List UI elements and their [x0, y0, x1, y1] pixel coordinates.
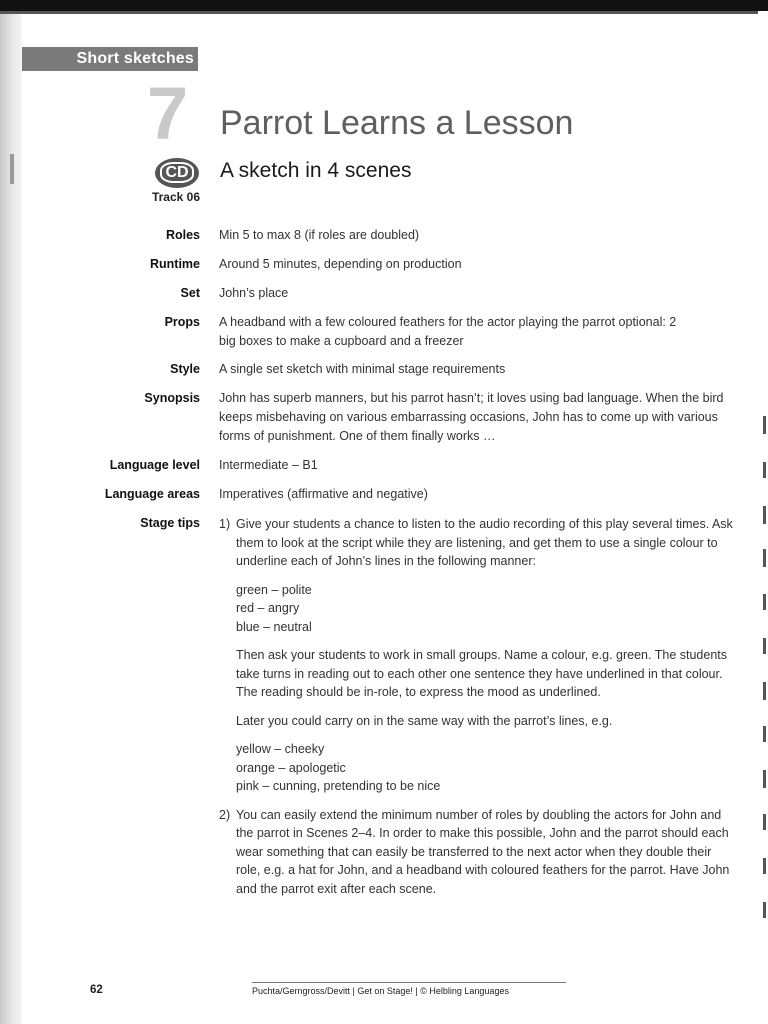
info-value-language-level: Intermediate – B1 [219, 458, 318, 472]
page-subtitle: A sketch in 4 scenes [220, 159, 412, 182]
binding-mark [10, 154, 14, 184]
info-value-style: A single set sketch with minimal stage requirements [219, 362, 506, 376]
info-value-synopsis: John has superb manners, but his parrot hasn’t; it loves using bad language. When the bird keeps misbehaving on various embarrassing occasions, John has to come up with various forms of punishment. One of them finally works … [219, 391, 724, 443]
info-label-language-level: Language level [109, 458, 200, 472]
tip-intro: Give your students a chance to listen to the audio recording of this play several times. Ask them to look at the script while they are listening, and get them to use a single colour to underline each of John’s lines in the following manner: [236, 517, 733, 568]
tip-middle: Then ask your students to work in small groups. Name a colour, e.g. green. The students take turns in reading out to each other one sentence they have underlined in that colour. The reading should be in-role, to express the mood as underlined. [236, 648, 727, 699]
page-binding-edge [0, 14, 22, 1024]
info-label-props: Props [164, 315, 200, 329]
page-title: Parrot Learns a Lesson [220, 104, 574, 142]
stage-tips [219, 515, 739, 908]
info-label-language-areas: Language areas [104, 487, 200, 501]
footer-credit: Puchta/Gerngross/Devitt | Get on Stage! | © Helbling Languages [252, 986, 509, 996]
info-value-props: A headband with a few coloured feathers for the actor playing the parrot optional: 2 big boxes to make a cupboard and a freezer [219, 315, 677, 348]
list-item: orange – apologetic [236, 760, 346, 775]
track-label: Track 06 [151, 190, 200, 204]
page-right-edge [758, 14, 768, 1024]
tip-number: 1) [219, 517, 231, 531]
list-item: pink – cunning, pretending to be nice [236, 779, 441, 793]
tip-text: You can easily extend the minimum number of roles by doubling the actors for John and the parrot in Scenes 2–4. In order to make this possible, John and the parrot should each wear something that can easily be transferred to the next actor when they double their role, e.g. a hat for John, and a headband with coloured feathers for the parrot. Have John and the parrot exit after each scene. [236, 807, 730, 896]
info-label-runtime: Runtime [150, 257, 200, 271]
info-label-roles: Roles [165, 228, 200, 242]
section-tab: Short sketches [22, 47, 198, 71]
list-item: blue – neutral [236, 619, 312, 634]
list-item: yellow – cheeky [236, 742, 325, 756]
list-item: green – polite [236, 582, 312, 597]
cd-label: CD [160, 162, 193, 183]
scan-top-border [0, 0, 768, 11]
info-label-synopsis: Synopsis [144, 391, 200, 405]
colour-list-john [236, 581, 739, 637]
page-number: 62 [90, 984, 103, 996]
cd-icon [155, 158, 199, 188]
list-item: red – angry [236, 601, 300, 615]
info-value-runtime: Around 5 minutes, depending on production [219, 257, 462, 271]
info-value-language-areas: Imperatives (affirmative and negative) [219, 487, 428, 501]
chapter-number: 7 [147, 72, 189, 155]
info-label-set: Set [180, 286, 200, 300]
stage-tip-1 [219, 515, 739, 806]
info-value-set: John’s place [219, 286, 289, 300]
scan-top-border-shadow [0, 11, 758, 14]
info-label-stage-tips: Stage tips [140, 516, 200, 530]
stage-tip-2 [219, 806, 739, 909]
tip-number: 2) [219, 807, 231, 822]
info-value-roles: Min 5 to max 8 (if roles are doubled) [219, 228, 420, 242]
footer-rule [252, 982, 566, 983]
info-label-style: Style [170, 362, 200, 376]
tip-later: Later you could carry on in the same way with the parrot’s lines, e.g. [236, 713, 613, 728]
colour-list-parrot [236, 740, 739, 796]
